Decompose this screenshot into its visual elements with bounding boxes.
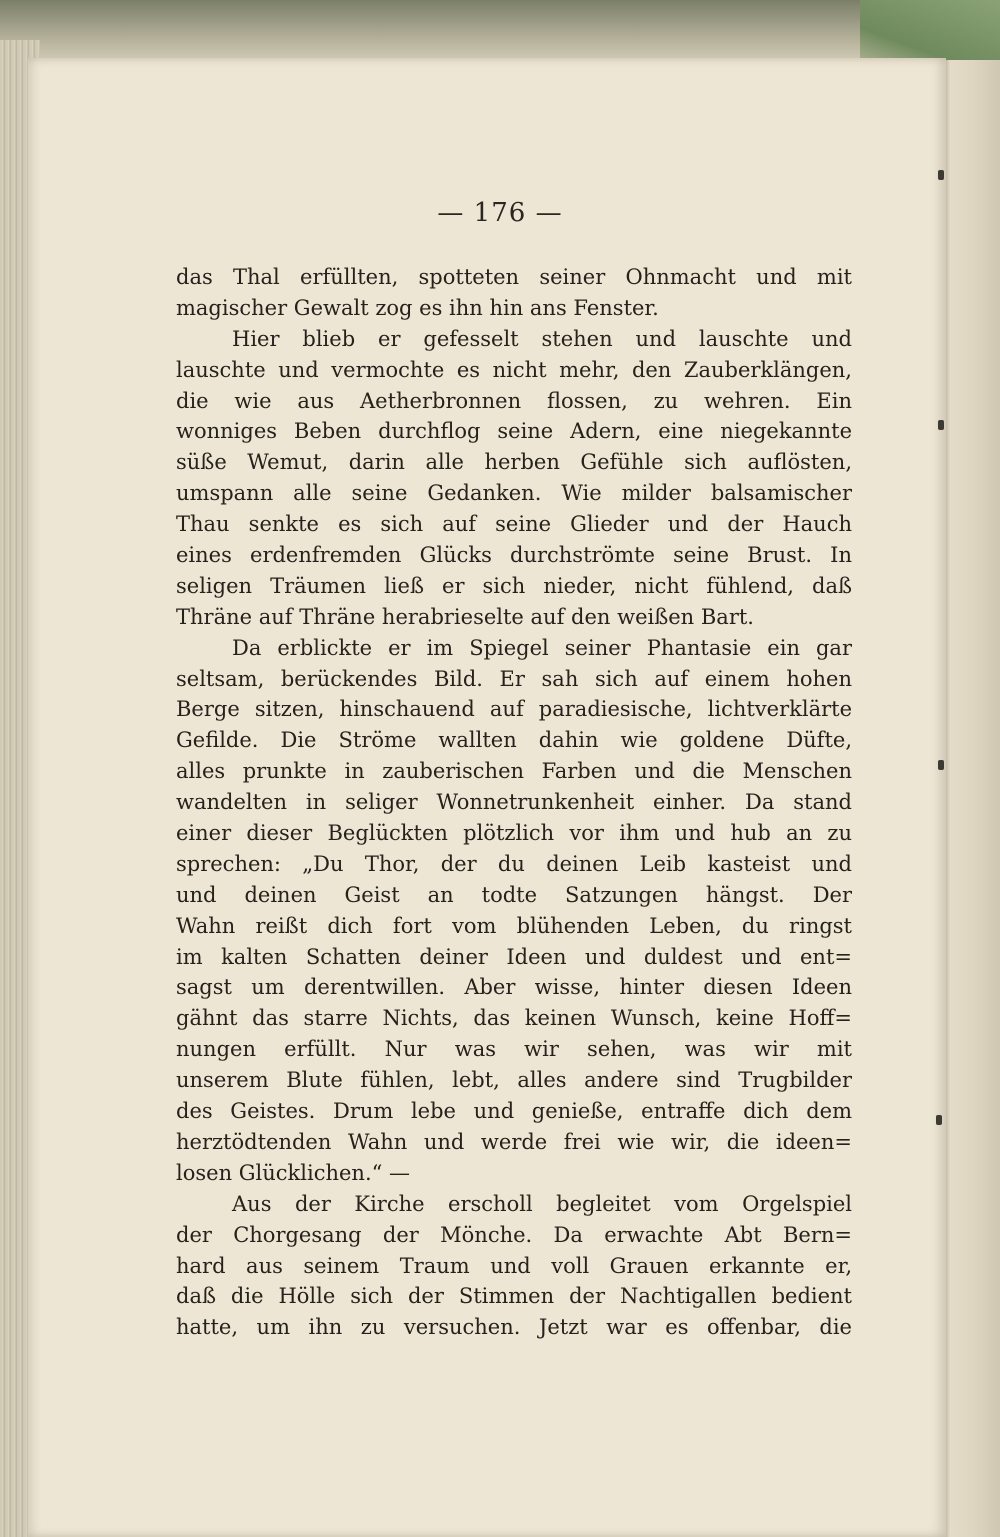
- text-line: wandelten in seliger Wonnetrunkenheit einher. Da stand: [176, 790, 852, 815]
- text-line: die wie aus Aetherbronnen flossen, zu wehren. Ein: [176, 388, 852, 413]
- margin-mark: [936, 1115, 942, 1125]
- text-line: seltsam, berückendes Bild. Er sah sich auf einem hohen: [176, 666, 852, 691]
- text-line: und deinen Geist an todte Satzungen hängst. Der: [176, 882, 852, 907]
- text-line: seligen Träumen ließ er sich nieder, nicht fühlend, daß: [176, 573, 852, 598]
- text-line: losen Glücklichen.“ —: [176, 1160, 411, 1185]
- text-line: hatte, um ihn zu versuchen. Jetzt war es offenbar, die: [176, 1315, 852, 1340]
- text-line: gähnt das starre Nichts, das keinen Wunsch, keine Hoff=: [176, 1006, 852, 1031]
- text-line: alles prunkte in zauberischen Farben und die Menschen: [176, 759, 852, 784]
- right-page-edges: [944, 60, 1000, 1537]
- text-line: eines erdenfremden Glücks durchströmte seine Brust. In: [176, 543, 852, 568]
- text-line: süße Wemut, darin alle herben Gefühle sich auflösten,: [176, 450, 852, 475]
- text-line: im kalten Schatten deiner Ideen und duldest und ent=: [176, 944, 852, 969]
- text-line: nungen erfüllt. Nur was wir sehen, was wir mit: [176, 1037, 852, 1062]
- text-line: Thräne auf Thräne herabrieselte auf den weißen Bart.: [176, 604, 754, 629]
- text-line: umspann alle seine Gedanken. Wie milder balsamischer: [176, 481, 852, 506]
- text-line: einer dieser Beglückten plötzlich vor ihm und hub an zu: [176, 821, 852, 846]
- margin-mark: [938, 170, 944, 180]
- text-line: Gefilde. Die Ströme wallten dahin wie goldene Düfte,: [176, 728, 852, 753]
- text-line: Thau senkte es sich auf seine Glieder und der Hauch: [176, 512, 852, 537]
- text-line: Berge sitzen, hinschauend auf paradiesische, lichtverklärte: [176, 697, 852, 722]
- margin-mark: [938, 420, 944, 430]
- text-line: Aus der Kirche erscholl begleitet vom Orgelspiel: [232, 1191, 852, 1216]
- text-line: sagst um derentwillen. Aber wisse, hinter diesen Ideen: [176, 975, 852, 1000]
- text-line: hard aus seinem Traum und voll Grauen erkannte er,: [176, 1253, 852, 1278]
- text-line: Da erblickte er im Spiegel seiner Phantasie ein gar: [232, 635, 852, 660]
- margin-mark: [938, 760, 944, 770]
- body-text: [176, 262, 852, 1343]
- text-line: sprechen: „Du Thor, der du deinen Leib kasteist und: [176, 851, 852, 876]
- page-number: — 176 —: [437, 198, 563, 228]
- text-line: wonniges Beben durchflog seine Adern, eine niegekannte: [176, 419, 852, 444]
- text-line: unserem Blute fühlen, lebt, alles andere sind Trugbilder: [176, 1068, 852, 1093]
- text-line: herztödtenden Wahn und werde frei wie wir, die ideen=: [176, 1129, 852, 1154]
- text-line: Wahn reißt dich fort vom blühenden Leben, du ringst: [176, 913, 852, 938]
- text-line: des Geistes. Drum lebe und genieße, entraffe dich dem: [176, 1099, 852, 1124]
- text-line: der Chorgesang der Mönche. Da erwachte Abt Bern=: [176, 1222, 852, 1247]
- text-line: daß die Hölle sich der Stimmen der Nachtigallen bedient: [176, 1284, 852, 1309]
- text-line: Hier blieb er gefesselt stehen und lauschte und: [232, 326, 852, 351]
- text-line: das Thal erfüllten, spotteten seiner Ohnmacht und mit: [176, 265, 852, 289]
- text-line: magischer Gewalt zog es ihn hin ans Fenster.: [176, 295, 659, 320]
- text-line: lauschte und vermochte es nicht mehr, den Zauberklängen,: [176, 357, 852, 382]
